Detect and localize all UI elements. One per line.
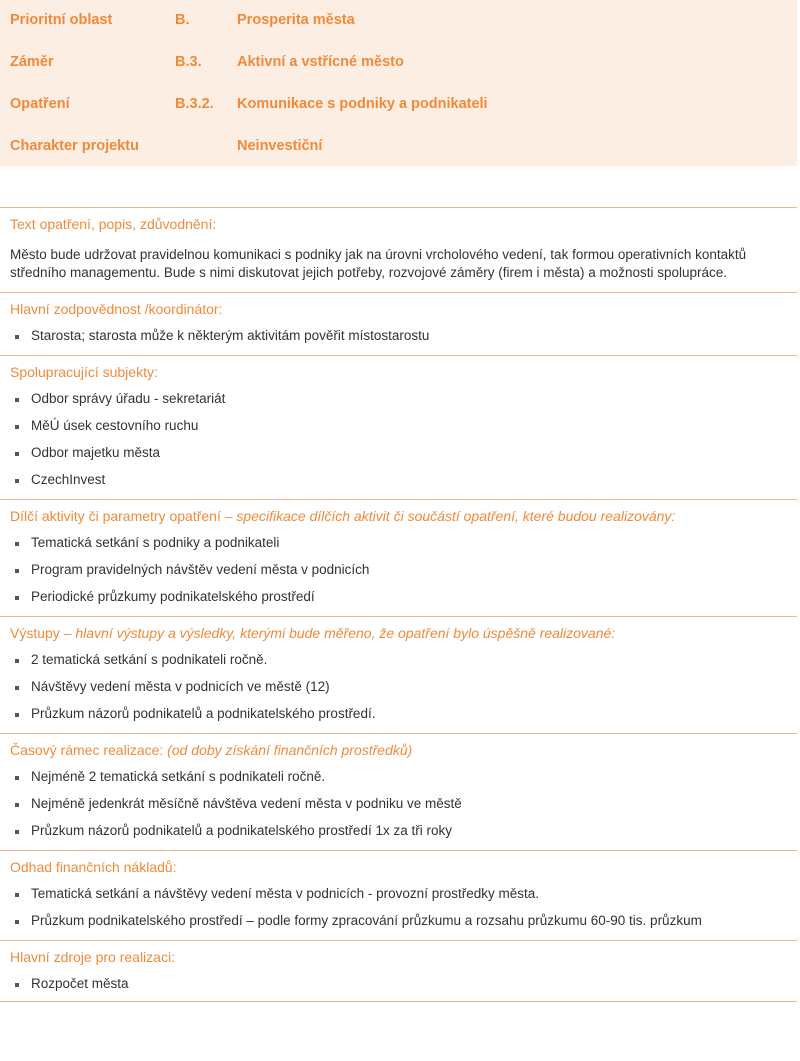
section-body: Město bude udržovat pravidelnou komunikaci s podniky jak na úrovni vrcholového vedení, tak formou operativních kontaktů středního managementu. Bude s nimi diskutovat jejich potřeby, rozvojové záměry (firem i města) a možnosti spolupráce.	[10, 247, 747, 280]
bullet-list	[10, 390, 787, 489]
list-item: Průzkum názorů podnikatelů a podnikatelského prostředí.	[10, 705, 787, 723]
header-value: Komunikace s podniky a podnikateli	[237, 96, 488, 112]
header-label: Charakter projektu	[10, 138, 139, 154]
section-title	[10, 741, 787, 759]
section-sources	[0, 940, 797, 1002]
list-item: Odbor správy úřadu - sekretariát	[10, 390, 787, 408]
measure-sections	[0, 207, 797, 1002]
section-costs	[0, 850, 797, 940]
list-item: 2 tematická setkání s podnikateli ročně.	[10, 651, 787, 669]
list-item: Nejméně 2 tematická setkání s podnikateli ročně.	[10, 768, 787, 786]
bullet-list	[10, 975, 787, 993]
header-value: Aktivní a vstřícné město	[237, 54, 404, 70]
bullet-list	[10, 768, 787, 840]
section-title: Spolupracující subjekty:	[10, 364, 158, 380]
section-title: Hlavní zdroje pro realizaci:	[10, 949, 175, 965]
list-item: Program pravidelných návštěv vedení města v podnicích	[10, 561, 787, 579]
list-item: Tematická setkání s podniky a podnikateli	[10, 534, 787, 552]
header-value: Neinvestiční	[237, 138, 323, 154]
section-partners	[0, 355, 797, 499]
bullet-list	[10, 885, 787, 930]
header-label: Záměr	[10, 54, 54, 70]
bullet-list	[10, 534, 787, 606]
section-title-main: Dílčí aktivity či parametry opatření	[10, 508, 221, 524]
section-subtitle: – specifikace dílčích aktivit či součástí opatření, které budou realizovány:	[224, 508, 676, 524]
header-label: Prioritní oblast	[10, 12, 113, 28]
list-item: Periodické průzkumy podnikatelského prostředí	[10, 588, 787, 606]
list-item: CzechInvest	[10, 471, 787, 489]
list-item: Návštěvy vedení města v podnicích ve městě (12)	[10, 678, 787, 696]
section-outputs	[0, 616, 797, 733]
section-activities	[0, 499, 797, 616]
header-code: B.3.	[175, 54, 202, 70]
section-responsibility	[0, 292, 797, 355]
list-item: MěÚ úsek cestovního ruchu	[10, 417, 787, 435]
section-title-main: Výstupy	[10, 625, 60, 641]
list-item: Tematická setkání a návštěvy vedení města v podnicích - provozní prostředky města.	[10, 885, 787, 903]
section-title: Hlavní zodpovědnost /koordinátor:	[10, 301, 223, 317]
list-item: Průzkum názorů podnikatelů a podnikatelského prostředí 1x za tři roky	[10, 822, 787, 840]
section-title: Text opatření, popis, zdůvodnění:	[10, 216, 217, 232]
section-subtitle: (od doby získání finančních prostředků)	[167, 742, 413, 758]
list-item: Průzkum podnikatelského prostředí – podle formy zpracování průzkumu a rozsahu průzkumu 60-90 tis. průzkum	[10, 912, 787, 930]
bullet-list	[10, 327, 787, 345]
header-label: Opatření	[10, 96, 70, 112]
list-item: Nejméně jedenkrát měsíčně návštěva vedení města v podniku ve městě	[10, 795, 787, 813]
section-timeframe	[0, 733, 797, 850]
section-subtitle: – hlavní výstupy a výsledky, kterými bude měřeno, že opatření bylo úspěšně realizované:	[63, 625, 616, 641]
project-header	[0, 0, 797, 166]
header-code: B.	[175, 12, 190, 28]
list-item: Rozpočet města	[10, 975, 787, 993]
section-description	[0, 207, 797, 292]
section-title: Odhad finančních nákladů:	[10, 859, 177, 875]
list-item: Odbor majetku města	[10, 444, 787, 462]
section-title	[10, 624, 787, 642]
list-item: Starosta; starosta může k některým aktivitám pověřit místostarostu	[10, 327, 787, 345]
section-title	[10, 507, 787, 525]
section-title-main: Časový rámec realizace:	[10, 742, 164, 758]
header-value: Prosperita města	[237, 12, 355, 28]
bullet-list	[10, 651, 787, 723]
header-code: B.3.2.	[175, 96, 214, 112]
